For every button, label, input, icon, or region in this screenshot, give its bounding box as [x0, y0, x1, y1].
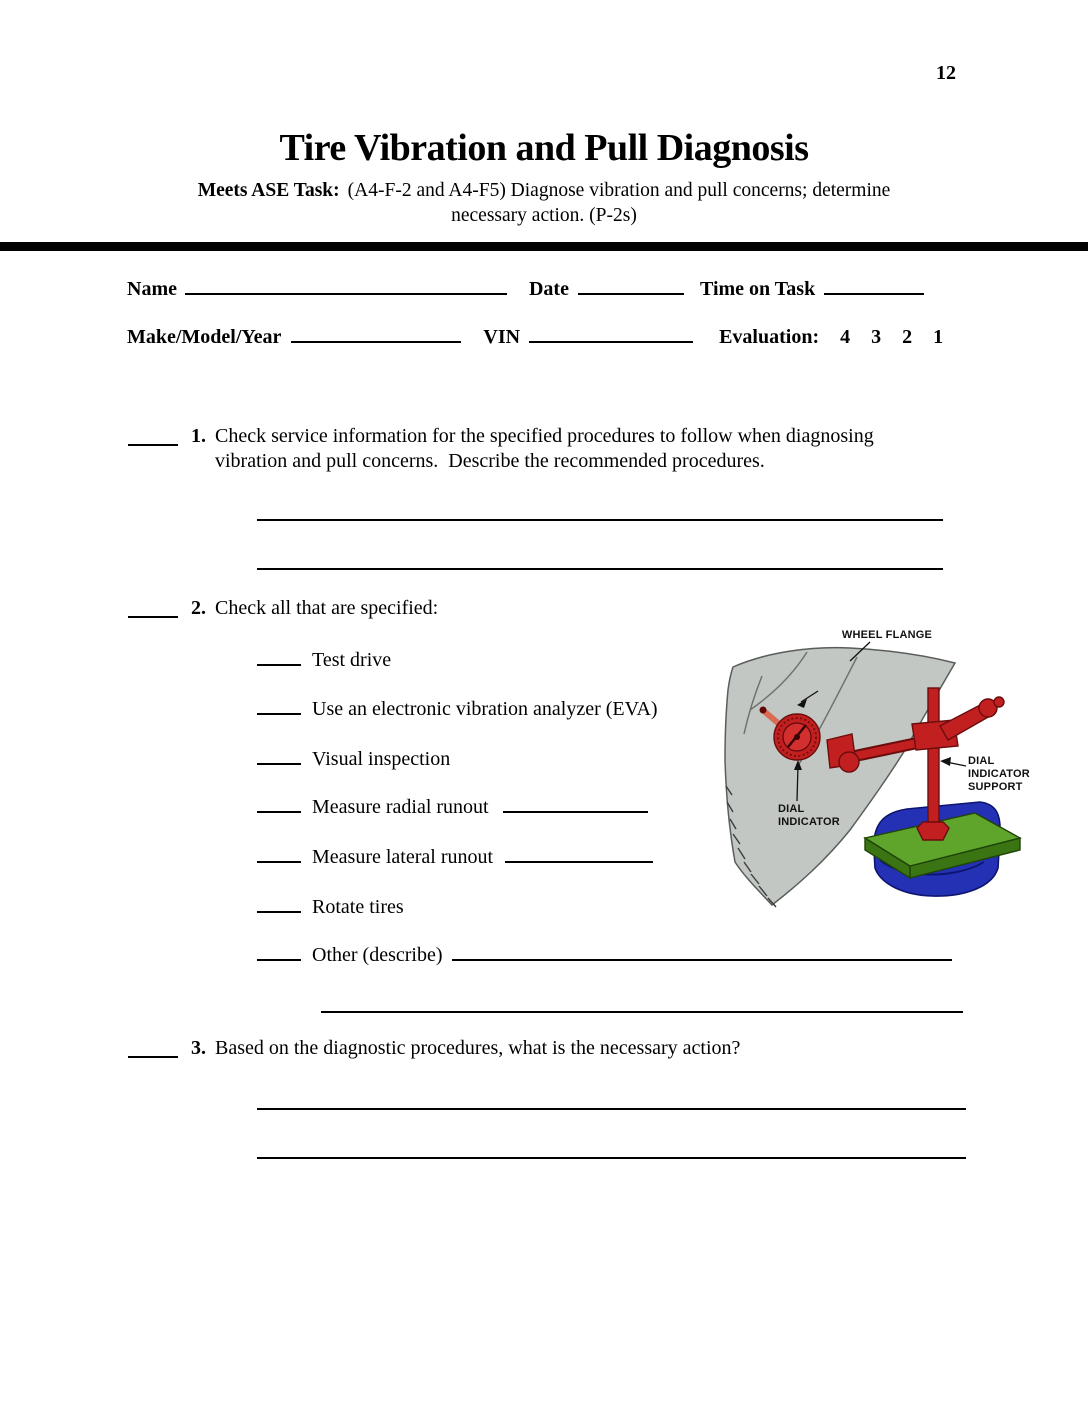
checklist-item-test-drive [257, 649, 391, 672]
time-on-task-blank-line [824, 293, 924, 295]
checkbox-blank-line [257, 861, 301, 863]
checklist-item-other [257, 944, 952, 967]
task-2-number: 2. [191, 597, 206, 619]
checklist-item-rotate-tires [257, 896, 404, 919]
evaluation-score-1: 1 [933, 326, 944, 348]
divider-rule [0, 242, 1088, 251]
checklist-item-lateral-runout [257, 846, 653, 869]
task-1-answer-line-2 [257, 568, 943, 570]
task-3-text: Based on the diagnostic procedures, what is the necessary action? [215, 1037, 741, 1059]
date-blank-line [578, 293, 684, 295]
task-3-number: 3. [191, 1037, 206, 1059]
make-model-year-label: Make/Model/Year [127, 326, 282, 348]
evaluation-label: Evaluation: [719, 326, 820, 348]
vin-blank-line [529, 341, 693, 343]
task-1-score-blank-line [128, 444, 178, 446]
make-model-year-blank-line [291, 341, 461, 343]
task-1 [128, 424, 930, 474]
arm-elbow-ball [839, 752, 859, 772]
dial-indicator-diagram [722, 616, 1044, 908]
name-blank-line [185, 293, 507, 295]
checklist-item-label: Rotate tires [312, 896, 404, 918]
date-label: Date [528, 278, 569, 300]
checkbox-blank-line [257, 911, 301, 913]
dial-indicator-support-label-line-2: INDICATOR [968, 768, 1030, 780]
checklist-item-radial-runout [257, 796, 648, 819]
evaluation-score-3: 3 [871, 326, 882, 348]
dial-indicator-label-line-1: DIAL [778, 803, 805, 815]
task-3 [128, 1036, 930, 1061]
form-row-name-date-time [127, 278, 924, 301]
evaluation-score-4: 4 [840, 326, 851, 348]
task-3-score-blank-line [128, 1056, 178, 1058]
task-3-answer-line-2 [257, 1157, 966, 1159]
checklist-item-label: Measure lateral runout [312, 846, 494, 868]
wheel-flange-label: WHEEL FLANGE [841, 629, 933, 641]
vin-label: VIN [483, 326, 521, 348]
checklist-item-label: Other (describe) [312, 944, 443, 966]
post-mount-nut [917, 822, 949, 840]
name-label: Name [127, 278, 177, 300]
dial-indicator-support-label-line-3: SUPPORT [968, 781, 1023, 793]
checklist-item-label: Visual inspection [312, 748, 451, 770]
dial-indicator-support-label-line-1: DIAL [968, 755, 995, 767]
task-1-answer-line-1 [257, 519, 943, 521]
answer-blank-line [505, 861, 653, 863]
other-continuation-line [321, 1011, 963, 1013]
answer-blank-line [503, 811, 648, 813]
ase-task-line [0, 178, 1088, 228]
checklist-item-label: Measure radial runout [312, 796, 489, 818]
checkbox-blank-line [257, 713, 301, 715]
ase-task-label: Meets ASE Task: [197, 180, 340, 201]
checkbox-blank-line [257, 959, 301, 961]
checklist-item-eva [257, 698, 658, 721]
task-2-score-blank-line [128, 616, 178, 618]
checkbox-blank-line [257, 763, 301, 765]
task-3-answer-line-1 [257, 1108, 966, 1110]
task-1-text: Check service information for the specified procedures to follow when diagnosing vibration and pull concerns. Describe the recommended procedures. [215, 425, 879, 472]
checklist-item-label: Use an electronic vibration analyzer (EVA) [312, 698, 658, 720]
evaluation-score-2: 2 [902, 326, 913, 348]
checklist-item-label: Test drive [312, 649, 392, 671]
page-title: Tire Vibration and Pull Diagnosis [279, 127, 809, 169]
support-post [928, 688, 939, 836]
task-1-number: 1. [191, 425, 206, 447]
time-on-task-label: Time on Task [699, 278, 816, 300]
dial-indicator-label-line-2: INDICATOR [778, 816, 840, 828]
checkbox-blank-line [257, 811, 301, 813]
checklist-item-visual-inspection [257, 748, 450, 771]
answer-blank-line [452, 959, 952, 961]
task-2-text: Check all that are specified: [215, 597, 439, 619]
support-arrow-icon [940, 757, 951, 766]
ase-task-text-2: necessary action. (P-2s) [451, 205, 637, 226]
page-number: 12 [936, 62, 956, 84]
checkbox-blank-line [257, 664, 301, 666]
form-row-vehicle-evaluation [127, 326, 943, 349]
ase-task-text: (A4-F-2 and A4-F5) Diagnose vibration and pull concerns; determine [347, 180, 891, 201]
